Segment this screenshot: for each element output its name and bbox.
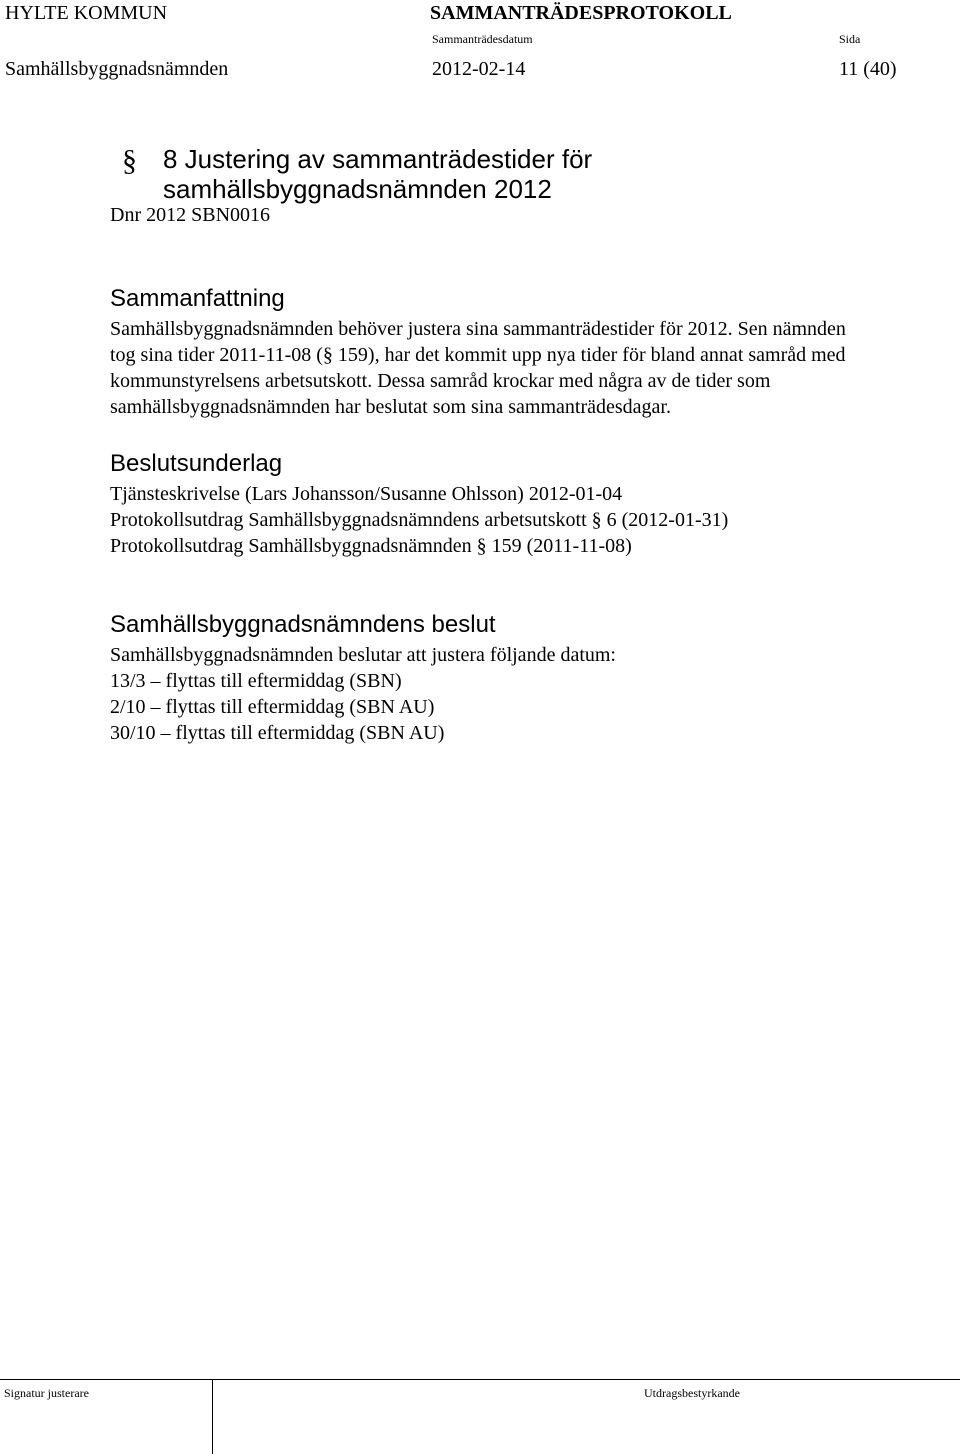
organization-name: HYLTE KOMMUN	[5, 2, 168, 24]
signature-label: Signatur justerare	[4, 1386, 89, 1400]
summary-heading: Sammanfattning	[110, 285, 285, 312]
basis-list	[110, 481, 940, 559]
summary-line: Samhällsbyggnadsnämnden behöver justera sina sammanträdestider för 2012. Sen nämnden	[110, 318, 846, 340]
decision-text	[110, 642, 940, 746]
paragraph-sign-icon: §	[122, 144, 137, 177]
page-label: Sida	[839, 32, 861, 46]
extract-certification-label: Utdragsbestyrkande	[644, 1386, 740, 1400]
basis-heading: Beslutsunderlag	[110, 450, 283, 477]
basis-item: Tjänsteskrivelse (Lars Johansson/Susanne Ohlsson) 2012-01-04	[110, 483, 623, 505]
document-type: SAMMANTRÄDESPROTOKOLL	[430, 2, 732, 24]
page-number: 11 (40)	[839, 58, 897, 80]
decision-heading: Samhällsbyggnadsnämndens beslut	[110, 611, 496, 638]
item-title	[163, 144, 592, 204]
decision-line: Samhällsbyggnadsnämnden beslutar att justera följande datum:	[110, 644, 616, 666]
decision-line: 30/10 – flyttas till eftermiddag (SBN AU)	[110, 722, 445, 744]
basis-item: Protokollsutdrag Samhällsbyggnadsnämnden § 159 (2011-11-08)	[110, 535, 632, 557]
decision-line: 13/3 – flyttas till eftermiddag (SBN)	[110, 670, 402, 692]
meeting-date: 2012-02-14	[432, 58, 526, 80]
board-name: Samhällsbyggnadsnämnden	[5, 58, 229, 80]
summary-text	[110, 316, 940, 420]
footer-divider-horizontal	[0, 1379, 960, 1380]
summary-line: tog sina tider 2011-11-08 (§ 159), har det kommit upp nya tider för bland annat samråd med	[110, 344, 846, 366]
summary-line: kommunstyrelsens arbetsutskott. Dessa samråd krockar med några av de tider som	[110, 370, 771, 392]
footer-divider-vertical	[212, 1379, 213, 1454]
meeting-date-label: Sammanträdesdatum	[432, 32, 533, 46]
item-title-line-1: 8 Justering av sammanträdestider för	[163, 144, 593, 174]
reference-number: Dnr 2012 SBN0016	[110, 204, 271, 226]
summary-line: samhällsbyggnadsnämnden har beslutat som sina sammanträdesdagar.	[110, 396, 671, 418]
item-title-line-2: samhällsbyggnadsnämnden 2012	[163, 174, 552, 204]
basis-item: Protokollsutdrag Samhällsbyggnadsnämndens arbetsutskott § 6 (2012-01-31)	[110, 509, 729, 531]
decision-line: 2/10 – flyttas till eftermiddag (SBN AU)	[110, 696, 435, 718]
